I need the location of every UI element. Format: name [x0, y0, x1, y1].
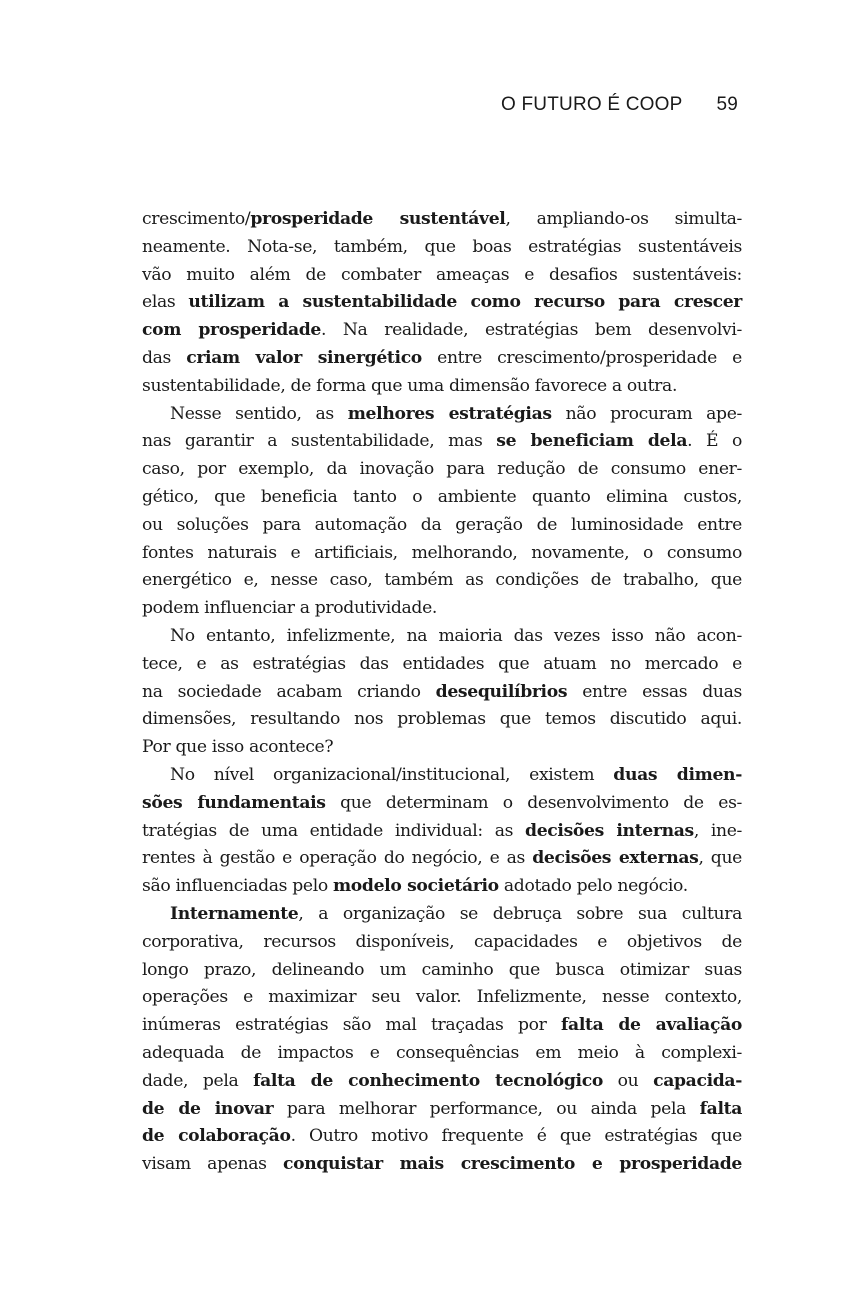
- text-line: [142, 428, 742, 456]
- text-line: [142, 762, 742, 790]
- text-line: [142, 456, 742, 484]
- text-line: [142, 651, 742, 679]
- text-run: caso, por exemplo, da inovação para redução de consumo ener-: [142, 459, 742, 480]
- text-run: energético e, nesse caso, também as condições de trabalho, que: [142, 570, 742, 591]
- text-run: adequada de impactos e consequências em meio à complexi-: [142, 1042, 742, 1063]
- text-line: [142, 1068, 742, 1096]
- text-run: das: [142, 347, 187, 368]
- bold-phrase: com prosperidade: [142, 320, 321, 341]
- text-line: [142, 1040, 742, 1068]
- bold-phrase: capacida-: [653, 1070, 742, 1091]
- text-line: [142, 567, 742, 595]
- body-text: [142, 206, 742, 1179]
- bold-phrase: criam valor sinergético: [186, 347, 422, 368]
- text-run: , ampliando-os simulta-: [505, 209, 742, 229]
- text-run: Por que isso acontece?: [142, 737, 334, 758]
- text-run: vão muito além de combater ameaças e desafios sustentáveis:: [142, 264, 742, 285]
- text-run: elas: [142, 292, 189, 313]
- bold-phrase: falta: [699, 1098, 742, 1119]
- text-run: sustentabilidade, de forma que uma dimensão favorece a outra.: [142, 375, 678, 396]
- bold-phrase: Internamente: [170, 903, 299, 924]
- text-line: [142, 234, 742, 262]
- bold-phrase: se beneficiam dela: [496, 431, 688, 452]
- text-run: No entanto, infelizmente, na maioria das vezes isso não acon-: [170, 625, 742, 646]
- book-title: O FUTURO É COOP: [501, 94, 683, 115]
- text-line: [142, 901, 742, 929]
- text-run: entre crescimento/prosperidade e: [421, 347, 742, 368]
- text-line: [142, 734, 742, 762]
- text-run: inúmeras estratégias são mal traçadas por: [142, 1015, 561, 1036]
- text-run: . Outro motivo frequente é que estratégias que: [290, 1126, 742, 1147]
- text-line: [142, 484, 742, 512]
- bold-phrase: falta de conhecimento tecnológico: [253, 1070, 603, 1091]
- bold-phrase: modelo societário: [332, 876, 499, 897]
- bold-phrase: falta de avaliação: [560, 1015, 742, 1036]
- text-run: podem influenciar a produtividade.: [142, 598, 438, 619]
- text-line: [142, 1123, 742, 1151]
- bold-phrase: decisões externas: [532, 848, 699, 869]
- text-line: [142, 373, 742, 401]
- bold-phrase: melhores estratégias: [347, 403, 552, 424]
- bold-phrase: de de inovar: [142, 1098, 274, 1119]
- text-line: [142, 1151, 742, 1179]
- text-run: que determinam o desenvolvimento de es-: [325, 792, 742, 813]
- bold-phrase: sões fundamentais: [142, 792, 326, 813]
- bold-phrase: utilizam a sustentabilidade como recurso para crescer: [188, 292, 743, 313]
- text-run: entre essas duas: [567, 681, 742, 702]
- text-line: [142, 984, 742, 1012]
- text-run: gético, que beneficia tanto o ambiente quanto elimina custos,: [142, 486, 742, 507]
- running-header: [501, 94, 738, 116]
- text-line: [142, 512, 742, 540]
- text-run: visam apenas: [142, 1154, 284, 1175]
- page-number: 59: [716, 94, 738, 115]
- text-line: [142, 1096, 742, 1124]
- bold-phrase: de colaboração: [142, 1126, 291, 1147]
- text-run: dade, pela: [142, 1070, 254, 1091]
- text-run: operações e maximizar seu valor. Infelizmente, nesse contexto,: [142, 987, 742, 1008]
- text-run: são influenciadas pelo: [142, 876, 333, 897]
- text-run: fontes naturais e artificiais, melhorando, novamente, o consumo: [142, 542, 742, 563]
- text-line: [142, 818, 742, 846]
- text-run: No nível organizacional/institucional, existem: [170, 764, 614, 785]
- text-run: . Na realidade, estratégias bem desenvolvi-: [321, 320, 742, 341]
- text-run: , ine-: [693, 820, 742, 841]
- bold-phrase: decisões internas: [525, 820, 694, 841]
- text-run: rentes à gestão e operação do negócio, e as: [142, 848, 533, 869]
- text-line: [142, 206, 742, 234]
- text-line: [142, 957, 742, 985]
- text-run: ou: [602, 1070, 654, 1091]
- text-run: tece, e as estratégias das entidades que atuam no mercado e: [142, 653, 742, 674]
- text-run: . É o: [687, 431, 742, 452]
- text-run: neamente. Nota-se, também, que boas estratégias sustentáveis: [142, 236, 742, 257]
- text-run: corporativa, recursos disponíveis, capacidades e objetivos de: [142, 931, 742, 952]
- text-run: longo prazo, delineando um caminho que busca otimizar suas: [142, 959, 742, 980]
- text-run: crescimento/: [142, 209, 251, 229]
- bold-phrase: conquistar mais crescimento e prosperidade: [283, 1154, 742, 1175]
- text-line: [142, 623, 742, 651]
- text-run: adotado pelo negócio.: [498, 876, 688, 897]
- text-line: [142, 289, 742, 317]
- text-line: [142, 679, 742, 707]
- text-line: [142, 401, 742, 429]
- text-line: [142, 540, 742, 568]
- text-run: ou soluções para automação da geração de luminosidade entre: [142, 514, 742, 535]
- bold-phrase: duas dimen-: [613, 764, 742, 785]
- text-line: [142, 873, 742, 901]
- text-run: não procuram ape-: [551, 403, 742, 424]
- text-run: na sociedade acabam criando: [142, 681, 436, 702]
- text-run: , que: [698, 848, 742, 869]
- text-run: para melhorar performance, ou ainda pela: [273, 1098, 700, 1119]
- text-run: dimensões, resultando nos problemas que temos discutido aqui.: [142, 709, 742, 730]
- text-line: [142, 1012, 742, 1040]
- text-line: [142, 929, 742, 957]
- bold-phrase: prosperidade sustentável: [250, 209, 506, 229]
- text-line: [142, 790, 742, 818]
- text-run: nas garantir a sustentabilidade, mas: [142, 431, 497, 452]
- text-line: [142, 345, 742, 373]
- text-line: [142, 706, 742, 734]
- text-line: [142, 262, 742, 290]
- text-line: [142, 595, 742, 623]
- text-run: Nesse sentido, as: [170, 403, 348, 424]
- bold-phrase: desequilíbrios: [435, 681, 568, 702]
- text-line: [142, 317, 742, 345]
- text-run: tratégias de uma entidade individual: as: [142, 820, 526, 841]
- text-run: , a organização se debruça sobre sua cultura: [298, 903, 742, 924]
- text-line: [142, 845, 742, 873]
